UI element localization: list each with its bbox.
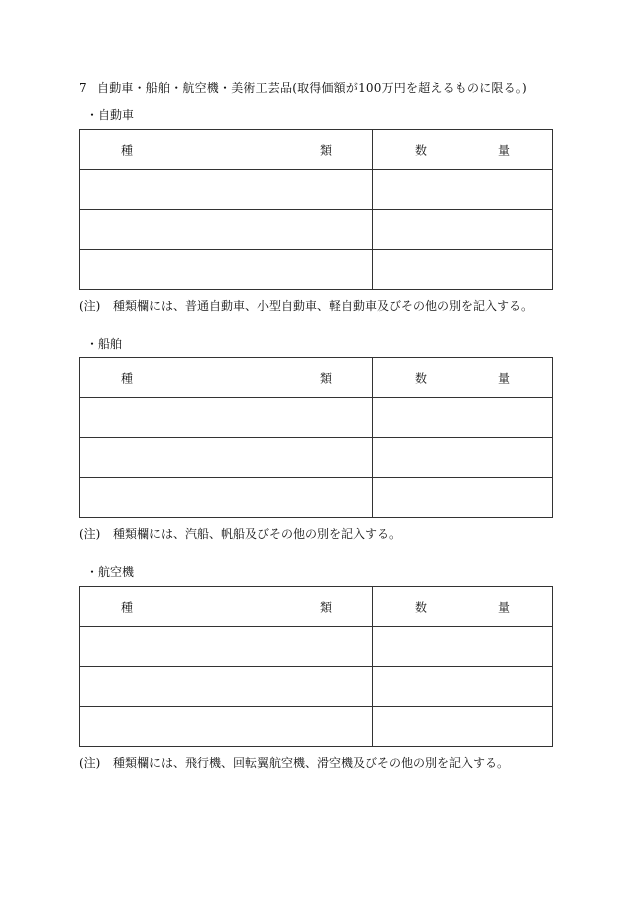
type-cell[interactable]: [80, 250, 373, 290]
type-cell[interactable]: [80, 438, 373, 478]
type-header: [80, 130, 373, 170]
type-cell[interactable]: [80, 170, 373, 210]
subtitle-ship: ・船舶: [86, 337, 123, 351]
quantity-cell[interactable]: [373, 627, 553, 667]
ship-note: [79, 525, 401, 542]
section-title: 自動車・船舶・航空機・美術工芸品(取得価額が100万円を超えるものに限る。): [97, 81, 527, 95]
quantity-header-b: 量: [498, 371, 511, 385]
table-row: [80, 170, 553, 210]
quantity-cell[interactable]: [373, 478, 553, 518]
table-row: [80, 210, 553, 250]
type-header-b: 類: [320, 143, 333, 157]
type-header: [80, 587, 373, 627]
type-header: [80, 358, 373, 398]
note-tag: (注): [79, 756, 101, 770]
quantity-header: [373, 587, 553, 627]
quantity-header: [373, 130, 553, 170]
note-tag: (注): [79, 299, 101, 313]
type-header-a: 種: [121, 143, 134, 157]
table-row: [80, 250, 553, 290]
type-cell[interactable]: [80, 398, 373, 438]
quantity-cell[interactable]: [373, 398, 553, 438]
table-row: [80, 478, 553, 518]
quantity-cell[interactable]: [373, 707, 553, 747]
quantity-header: [373, 358, 553, 398]
quantity-cell[interactable]: [373, 210, 553, 250]
type-cell[interactable]: [80, 707, 373, 747]
type-header-b: 類: [320, 600, 333, 614]
type-header-a: 種: [121, 600, 134, 614]
aircraft-table: [79, 586, 553, 747]
note-text: 種類欄には、汽船、帆船及びその他の別を記入する。: [113, 527, 402, 541]
table-row: [80, 667, 553, 707]
table-row: [80, 627, 553, 667]
automobile-table: [79, 129, 553, 290]
type-header-a: 種: [121, 371, 134, 385]
quantity-header-a: 数: [415, 371, 428, 385]
table-row: [80, 707, 553, 747]
quantity-cell[interactable]: [373, 250, 553, 290]
subtitle-aircraft: ・航空機: [86, 565, 135, 579]
table-header-row: [80, 587, 553, 627]
section-heading: [79, 79, 527, 96]
note-tag: (注): [79, 527, 101, 541]
quantity-header-a: 数: [415, 600, 428, 614]
type-cell[interactable]: [80, 627, 373, 667]
quantity-header-b: 量: [498, 600, 511, 614]
type-header-b: 類: [320, 371, 333, 385]
subtitle-automobile: ・自動車: [86, 108, 135, 122]
quantity-header-a: 数: [415, 143, 428, 157]
type-cell[interactable]: [80, 478, 373, 518]
type-cell[interactable]: [80, 210, 373, 250]
note-text: 種類欄には、飛行機、回転翼航空機、滑空機及びその他の別を記入する。: [113, 756, 510, 770]
table-row: [80, 438, 553, 478]
quantity-cell[interactable]: [373, 667, 553, 707]
aircraft-note: [79, 754, 509, 771]
table-header-row: [80, 130, 553, 170]
section-number: 7: [79, 81, 87, 95]
table-row: [80, 398, 553, 438]
quantity-cell[interactable]: [373, 170, 553, 210]
type-cell[interactable]: [80, 667, 373, 707]
quantity-cell[interactable]: [373, 438, 553, 478]
note-text: 種類欄には、普通自動車、小型自動車、軽自動車及びその他の別を記入する。: [113, 299, 534, 313]
ship-table: [79, 357, 553, 518]
quantity-header-b: 量: [498, 143, 511, 157]
automobile-note: [79, 297, 533, 314]
table-header-row: [80, 358, 553, 398]
